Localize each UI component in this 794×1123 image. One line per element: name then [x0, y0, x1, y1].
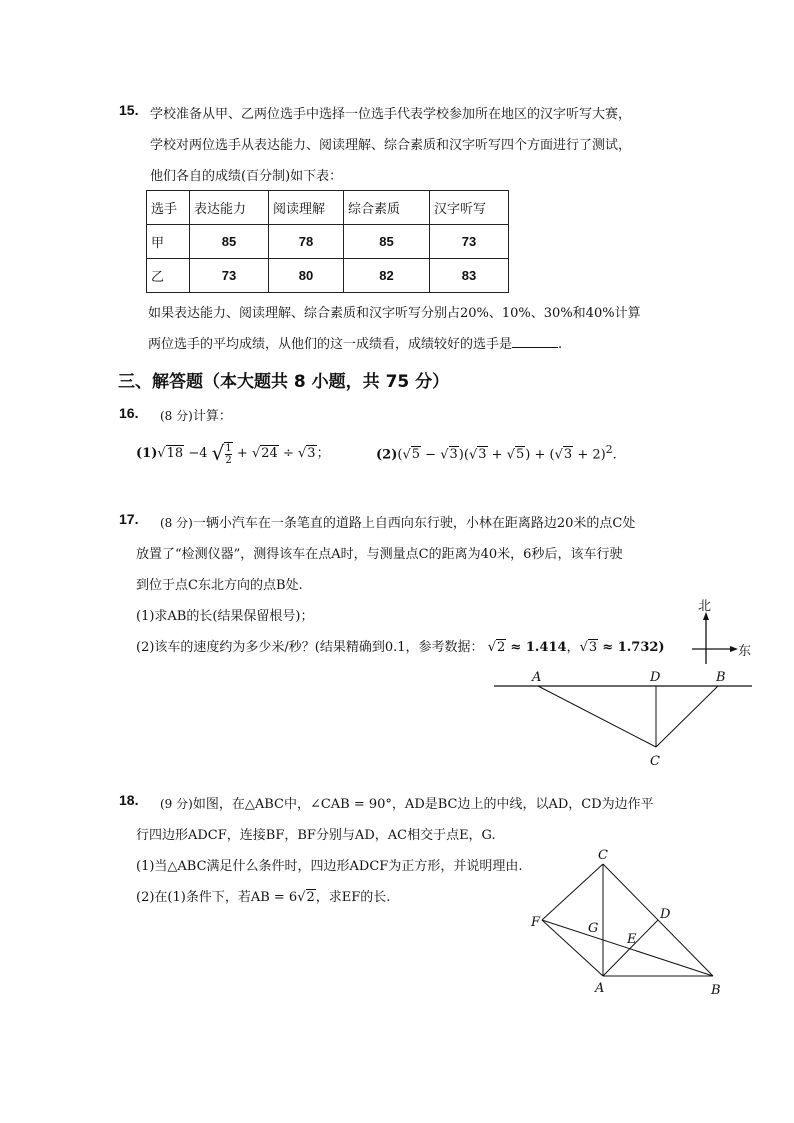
sqrt-symbol: √: [402, 447, 411, 463]
operator: + 2): [577, 447, 606, 463]
operator: +: [491, 447, 503, 463]
q16-part-1: [136, 441, 330, 466]
q18-sub-2-text: (2)在(1)条件下，若AB = 6: [136, 890, 298, 905]
point-label-D: D: [650, 670, 661, 685]
table-cell: 78: [269, 225, 344, 259]
q16-part-1-label: (1): [136, 446, 158, 461]
operator: + (: [534, 447, 555, 463]
q18-points: (9 分): [160, 797, 193, 811]
section-3-title: 三、解答题（本大题共 8 小题，共 75 分）: [118, 372, 450, 392]
operator: ÷: [282, 446, 294, 461]
table-header-row: [147, 191, 509, 225]
q15-line-2: 学校对两位选手从表达能力、阅读理解、综合素质和汉字听写四个方面进行了测试，: [150, 138, 632, 153]
q17-line-2: 放置了“检测仪器”，测得该车在点A时，与测量点C的距离为40米，6秒后，该车行驶: [136, 547, 623, 562]
segment-AC: [538, 686, 656, 747]
table-row-name: 乙: [147, 259, 190, 293]
q18-number: 18.: [119, 792, 139, 808]
radicand: 3: [307, 446, 316, 461]
sqrt-symbol: √: [297, 890, 306, 905]
sqrt-symbol: √: [157, 446, 166, 461]
table-header-cell: 阅读理解: [269, 191, 344, 225]
radicand: 3: [449, 447, 458, 463]
q17-sub-1: (1)求AB的长(结果保留根号)；: [136, 609, 314, 624]
table-header-cell: 汉字听写: [430, 191, 509, 225]
separator: ，: [566, 640, 580, 655]
sqrt-symbol: √: [298, 446, 307, 461]
radicand: 5: [516, 447, 525, 463]
table-cell: 83: [430, 259, 509, 293]
sqrt-symbol: √: [487, 640, 496, 655]
point-label-G: G: [588, 921, 599, 936]
reference-value: ≈ 1.732): [602, 640, 665, 655]
radicand: 18: [166, 446, 184, 461]
segment-FB: [542, 920, 713, 976]
exponent: 2: [605, 443, 613, 456]
north-label: 北: [698, 599, 712, 614]
answer-blank[interactable]: [512, 346, 558, 348]
q18-line-2: 行四边形ADCF，连接BF，BF分别与AD，AC相交于点E，G.: [136, 828, 496, 843]
radicand: 3: [588, 640, 598, 655]
q16-number: 16.: [119, 405, 139, 421]
score-table: [146, 190, 509, 293]
q16-prompt: 计算：: [192, 409, 232, 424]
sqrt-symbol: √: [468, 447, 478, 463]
table-header-cell: 综合素质: [344, 191, 430, 225]
east-arrow-icon: [730, 646, 738, 652]
radicand: 5: [411, 447, 421, 463]
terminator: .: [612, 447, 617, 463]
q18-sub-1: (1)当△ABC满足什么条件时，四边形ADCF为正方形，并说明理由.: [136, 859, 523, 874]
point-label-A: A: [595, 981, 605, 996]
q16-head: [160, 405, 232, 424]
table-cell: 82: [344, 259, 430, 293]
q17-line-1-wrap: [160, 512, 635, 531]
table-header-cell: 选手: [147, 191, 190, 225]
q15-after-1: 如果表达能力、阅读理解、综合素质和汉字听写分别占20%、10%、30%和40%计算: [148, 306, 641, 321]
table-row: [147, 259, 509, 293]
table-row: [147, 225, 509, 259]
point-label-C: C: [650, 754, 660, 769]
sqrt-symbol: √: [579, 640, 588, 655]
table-cell: 85: [344, 225, 430, 259]
paren: )(: [458, 447, 469, 463]
term: −4: [188, 446, 208, 461]
q17-points: (8 分): [160, 516, 193, 530]
point-label-C: C: [598, 848, 608, 863]
point-label-E: E: [627, 932, 637, 947]
east-label: 东: [738, 644, 752, 659]
q18-line-1: 如图，在△ABC中，∠CAB = 90°，AD是BC边上的中线，以AD，CD为边作平: [192, 797, 654, 812]
q15-after-2-line: [148, 333, 562, 352]
q17-sub-2-text: (2)该车的速度约为多少米/秒？(结果精确到0.1，参考数据：: [136, 640, 484, 655]
reference-value: ≈ 1.414: [510, 640, 567, 655]
fraction: [224, 442, 232, 466]
table-cell: 80: [269, 259, 344, 293]
sqrt-symbol: √: [554, 447, 563, 463]
fraction-numerator: 1: [225, 443, 232, 454]
radicand: 2: [496, 640, 506, 655]
q17-number: 17.: [119, 511, 139, 527]
table-header-cell: 表达能力: [190, 191, 269, 225]
table-row-name: 甲: [147, 225, 190, 259]
operator: +: [236, 446, 248, 461]
q15-line-3: 他们各自的成绩(百分制)如下表：: [150, 169, 343, 184]
sqrt-symbol: √: [440, 447, 449, 463]
q16-part-2-label: (2): [376, 447, 398, 463]
segment-AD: [603, 920, 658, 976]
paren: (: [397, 447, 403, 463]
terminator: ；: [316, 446, 330, 461]
q15-after-2: 两位选手的平均成绩，从他们的这一成绩看，成绩较好的选手是: [148, 337, 513, 352]
q17-line-1: 一辆小汽车在一条笔直的道路上自西向东行驶，小林在距离路边20米的点C处: [192, 516, 636, 531]
q18-sub-2: [136, 886, 390, 905]
q17-figure: [490, 665, 760, 775]
q18-line-1-wrap: [160, 793, 654, 812]
sqrt-symbol: √: [211, 441, 225, 465]
radicand: 3: [563, 447, 573, 463]
point-label-D: D: [660, 907, 671, 922]
table-cell: 73: [430, 225, 509, 259]
q18-figure: [528, 846, 748, 1002]
q18-sub-2-end: ，求EF的长.: [315, 890, 391, 905]
radicand: 3: [478, 447, 487, 463]
point-label-F: F: [531, 915, 541, 930]
q15-number: 15.: [119, 102, 139, 118]
paren: ): [525, 447, 531, 463]
compass-diagram: [688, 599, 758, 666]
operator: −: [425, 447, 437, 463]
radicand: 2: [306, 890, 315, 905]
q16-points: (8 分): [160, 409, 193, 423]
q17-sub-2: [136, 636, 665, 655]
segment-BC: [656, 686, 718, 747]
point-label-B: B: [716, 670, 726, 685]
sqrt-symbol: √: [251, 446, 261, 461]
fraction-denominator: 2: [225, 455, 232, 466]
segment-FC: [542, 864, 603, 920]
table-cell: 73: [190, 259, 269, 293]
q15-after-2-end: .: [558, 337, 563, 352]
q16-part-2: [376, 443, 617, 462]
radicand: 24: [261, 446, 278, 461]
point-label-B: B: [711, 983, 721, 998]
sqrt-symbol: √: [506, 447, 515, 463]
q17-line-3: 到位于点C东北方向的点B处.: [136, 578, 303, 593]
q15-line-1: 学校准备从甲、乙两位选手中选择一位选手代表学校参加所在地区的汉字听写大赛，: [150, 107, 632, 122]
table-cell: 85: [190, 225, 269, 259]
point-label-A: A: [532, 670, 542, 685]
